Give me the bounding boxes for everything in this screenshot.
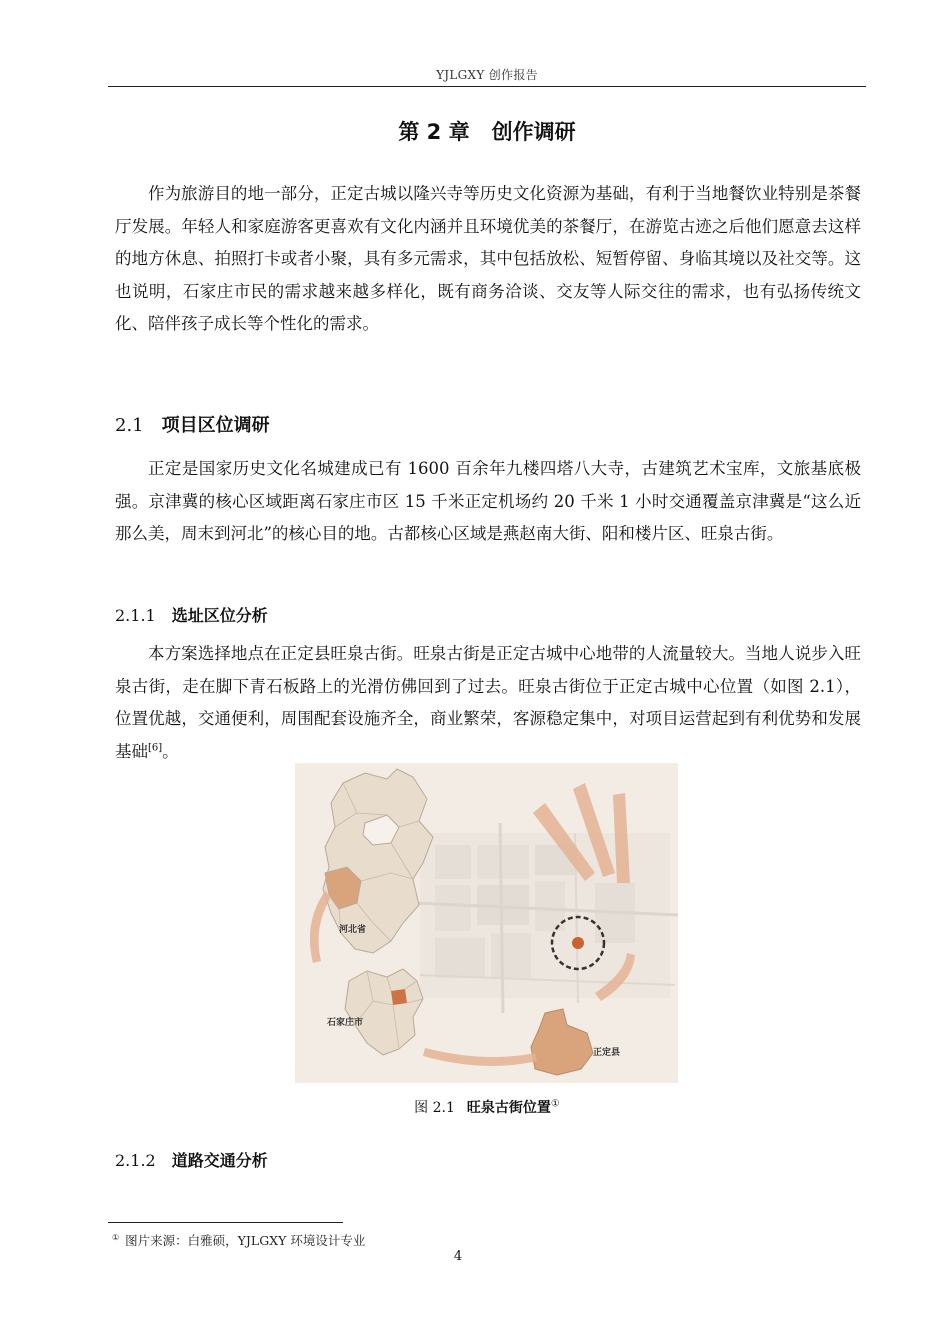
section-heading-2-1 (115, 411, 270, 437)
section-heading-2-1-1 (115, 603, 268, 626)
hebei-label: 河北省 (339, 925, 367, 935)
page-number: 4 (453, 1249, 463, 1264)
shijiazhuang-map (345, 969, 423, 1055)
footnote-text: 图片来源：白雅硕，YJLGXY 环境设计专业 (125, 1233, 366, 1248)
section-number: 2.1 (115, 415, 144, 436)
chapter-name: 创作调研 (491, 120, 576, 144)
footnote-mark: ① (112, 1232, 120, 1242)
section-title: 道路交通分析 (171, 1151, 268, 1170)
section-2-1-1-paragraph (115, 638, 861, 768)
shijiazhuang-label: 石家庄市 (327, 1018, 364, 1028)
footnote-rule (108, 1222, 343, 1223)
figure-title: 旺泉古街位置 (466, 1100, 551, 1116)
header-rule (108, 86, 866, 87)
running-header: YJLGXY 创作报告 (436, 68, 538, 82)
section-heading-2-1-2 (115, 1148, 268, 1171)
figure-number: 图 2.1 (414, 1100, 455, 1116)
location-map-graphic (295, 763, 678, 1083)
zhengding-label: 正定县 (593, 1048, 621, 1058)
chapter-title (108, 116, 866, 146)
paragraph-text: 本方案选择地点在正定县旺泉古街。旺泉古街是正定古城中心地带的人流量较大。当地人说步入旺泉古街，走在脚下青石板路上的光滑仿佛回到了过去。旺泉古街位于正定古城中心位置（如图 2.1），位置优越，交通便利，周围配套设施齐全，商业繁荣，客源稳定集中，对项目运营起到有利优势和发展基础 (115, 644, 861, 761)
paragraph-end: 。 (162, 741, 179, 761)
footnote-ref[interactable]: ① (550, 1098, 560, 1110)
zhengding-map (531, 1009, 593, 1075)
citation-ref[interactable]: [6] (148, 742, 163, 753)
section-2-1-paragraph: 正定是国家历史文化名城建成已有 1600 百余年九楼四塔八大寺，古建筑艺术宝库，文旅基底极强。京津冀的核心区域距离石家庄市区 15 千米正定机场约 20 千米 1 小时交通覆盖京津冀是“这么近那么美，周末到河北”的核心目的地。古都核心区域是燕赵南大街、阳和楼片区、旺泉古街。 (115, 459, 861, 543)
section-title: 项目区位调研 (161, 415, 270, 436)
figure-caption (108, 1097, 866, 1117)
section-number: 2.1.1 (115, 606, 156, 625)
chapter-number: 第 2 章 (398, 120, 470, 144)
section-number: 2.1.2 (115, 1151, 156, 1170)
city-street-grid (415, 823, 678, 1013)
intro-paragraph: 作为旅游目的地一部分，正定古城以隆兴寺等历史文化资源为基础，有利于当地餐饮业特别是茶餐厅发展。年轻人和家庭游客更喜欢有文化内涵并且环境优美的茶餐厅，在游览古迹之后他们愿意去这样的地方休息、拍照打卡或者小聚，具有多元需求，其中包括放松、短暂停留、身临其境以及社交等。这也说明，石家庄市民的需求越来越多样化，既有商务洽谈、交友等人际交往的需求，也有弘扬传统文化、陪伴孩子成长等个性化的需求。 (115, 184, 861, 333)
section-title: 选址区位分析 (171, 606, 268, 625)
location-figure (295, 763, 678, 1083)
footnote (112, 1231, 365, 1249)
